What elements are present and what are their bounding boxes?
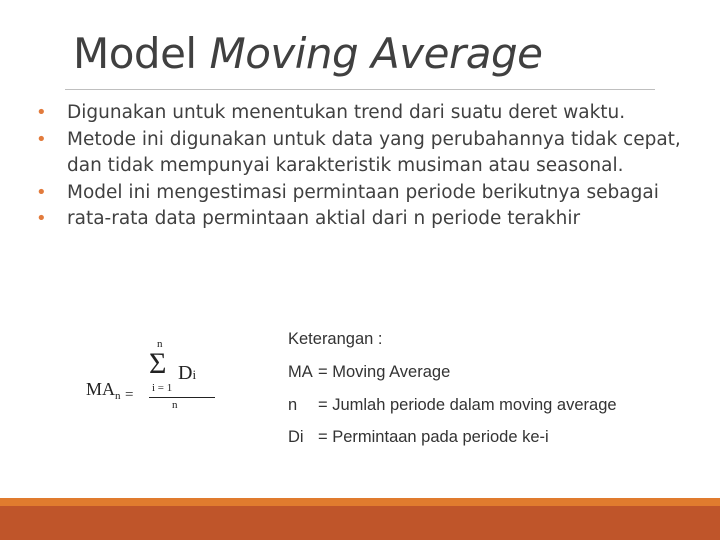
fraction-bar [149,397,215,398]
title-italic: Moving Average [209,29,543,78]
legend-row [288,363,450,382]
bullet-text: rata-rata data permintaan aktial dari n periode terakhir [67,208,581,229]
formula-term: Di [178,362,197,384]
bullet-text: Model ini mengestimasi permintaan periode berikutnya sebagai [67,181,659,203]
slide-title [73,28,542,80]
legend-symbol: Di [288,428,304,446]
bullet-item [36,206,696,233]
legend-description: = Jumlah periode dalam moving average [318,396,617,414]
bullet-text: Digunakan untuk menentukan trend dari suatu deret waktu. [67,102,626,123]
formula-lhs: $MA_n$ $_=$ [86,379,134,403]
footer-bar [0,498,720,540]
formula-equals: = [125,387,134,403]
legend-description: = Moving Average [318,363,451,381]
bullet-dot-icon: • [36,128,47,150]
formula-term-subscript: i [192,367,197,382]
bullet-item [36,100,696,127]
sum-upper-limit: n [157,338,163,350]
legend-description: = Permintaan pada periode ke-i [318,428,549,446]
bullet-text: Metode ini digunakan untuk data yang perubahannya tidak cepat, dan tidak mempunyai karakteristik musiman atau seasonal. [67,128,681,176]
bullet-item [36,180,696,207]
formula-denominator: n [172,399,178,411]
moving-average-formula [86,338,226,418]
bullet-dot-icon: • [36,181,47,203]
title-regular: Model [73,29,210,78]
sigma-icon: Σ [149,347,167,380]
bullet-item [36,127,696,180]
footer-accent-strip [0,498,720,506]
legend-row [288,396,617,415]
legend-heading: Keterangan : [288,330,383,348]
title-divider [65,89,655,90]
bullet-list [36,100,696,233]
formula-lhs-subscript: n [115,390,121,402]
bullet-dot-icon: • [36,102,47,123]
bullet-dot-icon: • [36,208,47,229]
sum-lower-limit: i = 1 [152,382,173,394]
legend-symbol: MA [288,363,313,381]
legend-row [288,428,549,447]
legend-symbol: n [288,396,298,414]
